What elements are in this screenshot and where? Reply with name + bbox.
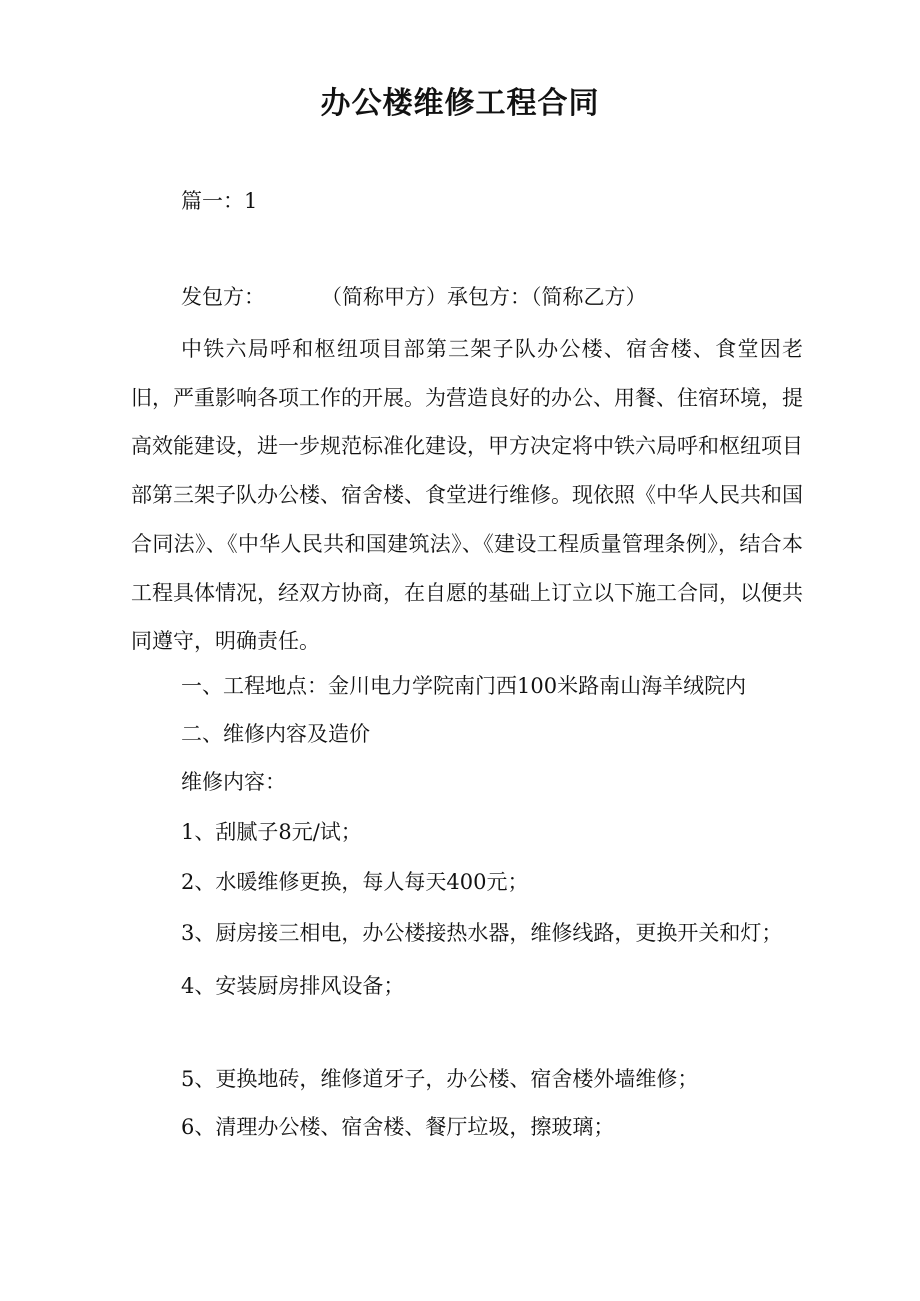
clause-content-label: 维修内容： — [181, 770, 286, 794]
list-item: 2、水暖维修更换，每人每天400元； — [181, 870, 529, 894]
document-title: 办公楼维修工程合同 — [320, 86, 600, 121]
parties-line — [181, 282, 647, 312]
list-item: 6、清理办公楼、宿舍楼、餐厅垃圾，擦玻璃； — [181, 1115, 615, 1139]
employer-label: 发包方： — [181, 285, 265, 309]
parties-abbreviations: （简称甲方）承包方：（简称乙方） — [321, 285, 647, 309]
clause-content-heading: 二、维修内容及造价 — [181, 722, 370, 746]
list-item: 5、更换地砖，维修道牙子，办公楼、宿舍楼外墙维修； — [181, 1067, 699, 1091]
list-item: 4、安装厨房排风设备； — [181, 974, 405, 998]
clause-location: 一、工程地点：金川电力学院南门西100米路南山海羊绒院内 — [181, 674, 747, 698]
list-item: 3、厨房接三相电，办公楼接热水器，维修线路，更换开关和灯； — [181, 921, 783, 945]
list-item: 1、刮腻子8元/试； — [181, 820, 362, 844]
intro-paragraph: 中铁六局呼和枢纽项目部第三架子队办公楼、宿舍楼、食堂因老旧，严重影响各项工作的开展。为营造良好的办公、用餐、住宿环境，提高效能建设，进一步规范标准化建设，甲方决定将中铁六局呼和枢纽项目部第三架子队办公楼、宿舍楼、食堂进行维修。现依照《中华人民共和国合同法》、《中华人民共和国建筑法》、《建设工程质量管理条例》，结合本工程具体情况，经双方协商，在自愿的基础上订立以下施工合同，以便共同遵守，明确责任。 — [131, 337, 803, 654]
section-label: 篇一：1 — [181, 189, 258, 213]
